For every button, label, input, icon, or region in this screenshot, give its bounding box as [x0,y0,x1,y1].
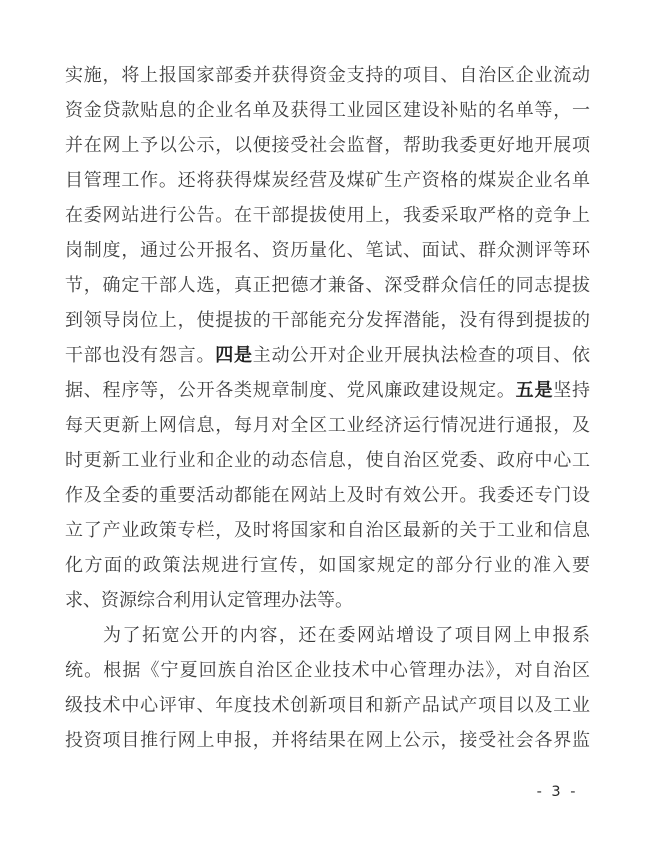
text-line: 实施，将上报国家部委并获得资金支持的项目、自治区企业流动 [65,65,590,85]
text-line: 求、资源综合利用认定管理办法等。 [65,590,353,610]
text-line: 在委网站进行公告。在干部提拔使用上，我委采取严格的竞争上 [65,205,590,225]
text-line: 作及全委的重要活动都能在网站上及时有效公开。我委还专门设 [65,485,590,505]
text-line: 到领导岗位上，使提拔的干部能充分发挥潜能，没有得到提拔的 [65,310,590,330]
text-line: 资金贷款贴息的企业名单及获得工业园区建设补贴的名单等，一 [65,100,590,120]
text-line: 目管理工作。还将获得煤炭经营及煤矿生产资格的煤炭企业名单 [65,170,590,190]
page-number: - 3 - [536,784,578,800]
line-segment: 据、程序等，公开各类规章制度、党风廉政建设规定。 [65,380,516,400]
text-line: 为了拓宽公开的内容，还在委网站增设了项目网上申报系 [103,625,590,645]
text-line: 每天更新上网信息，每月对全区工业经济运行情况进行通报，及 [65,415,590,435]
text-line: 统。根据《宁夏回族自治区企业技术中心管理办法》，对自治区 [65,660,590,680]
text-line: 化方面的政策法规进行宣传，如国家规定的部分行业的准入要 [65,555,590,575]
line-segment: 干部也没有怨言。 [65,345,216,365]
text-line [65,373,590,408]
text-line: 投资项目推行网上申报，并将结果在网上公示，接受社会各界监 [65,730,590,750]
document-body [65,58,590,758]
text-line: 岗制度，通过公开报名、资历量化、笔试、面试、群众测评等环 [65,240,590,260]
line-segment: 坚持 [553,380,590,400]
text-line: 立了产业政策专栏，及时将国家和自治区最新的关于工业和信息 [65,520,590,540]
text-line: 并在网上予以公示，以便接受社会监督，帮助我委更好地开展项 [65,135,590,155]
line-segment: 主动公开对企业开展执法检查的项目、依 [252,345,590,365]
text-line [65,338,590,373]
text-line: 节，确定干部人选，真正把德才兼备、深受群众信任的同志提拔 [65,275,590,295]
text-line: 时更新工业行业和企业的动态信息，使自治区党委、政府中心工 [65,450,590,470]
text-line: 级技术中心评审、年度技术创新项目和新产品试产项目以及工业 [65,695,590,715]
line-segment-bold: 五是 [515,380,554,400]
line-segment-bold: 四是 [215,345,253,365]
